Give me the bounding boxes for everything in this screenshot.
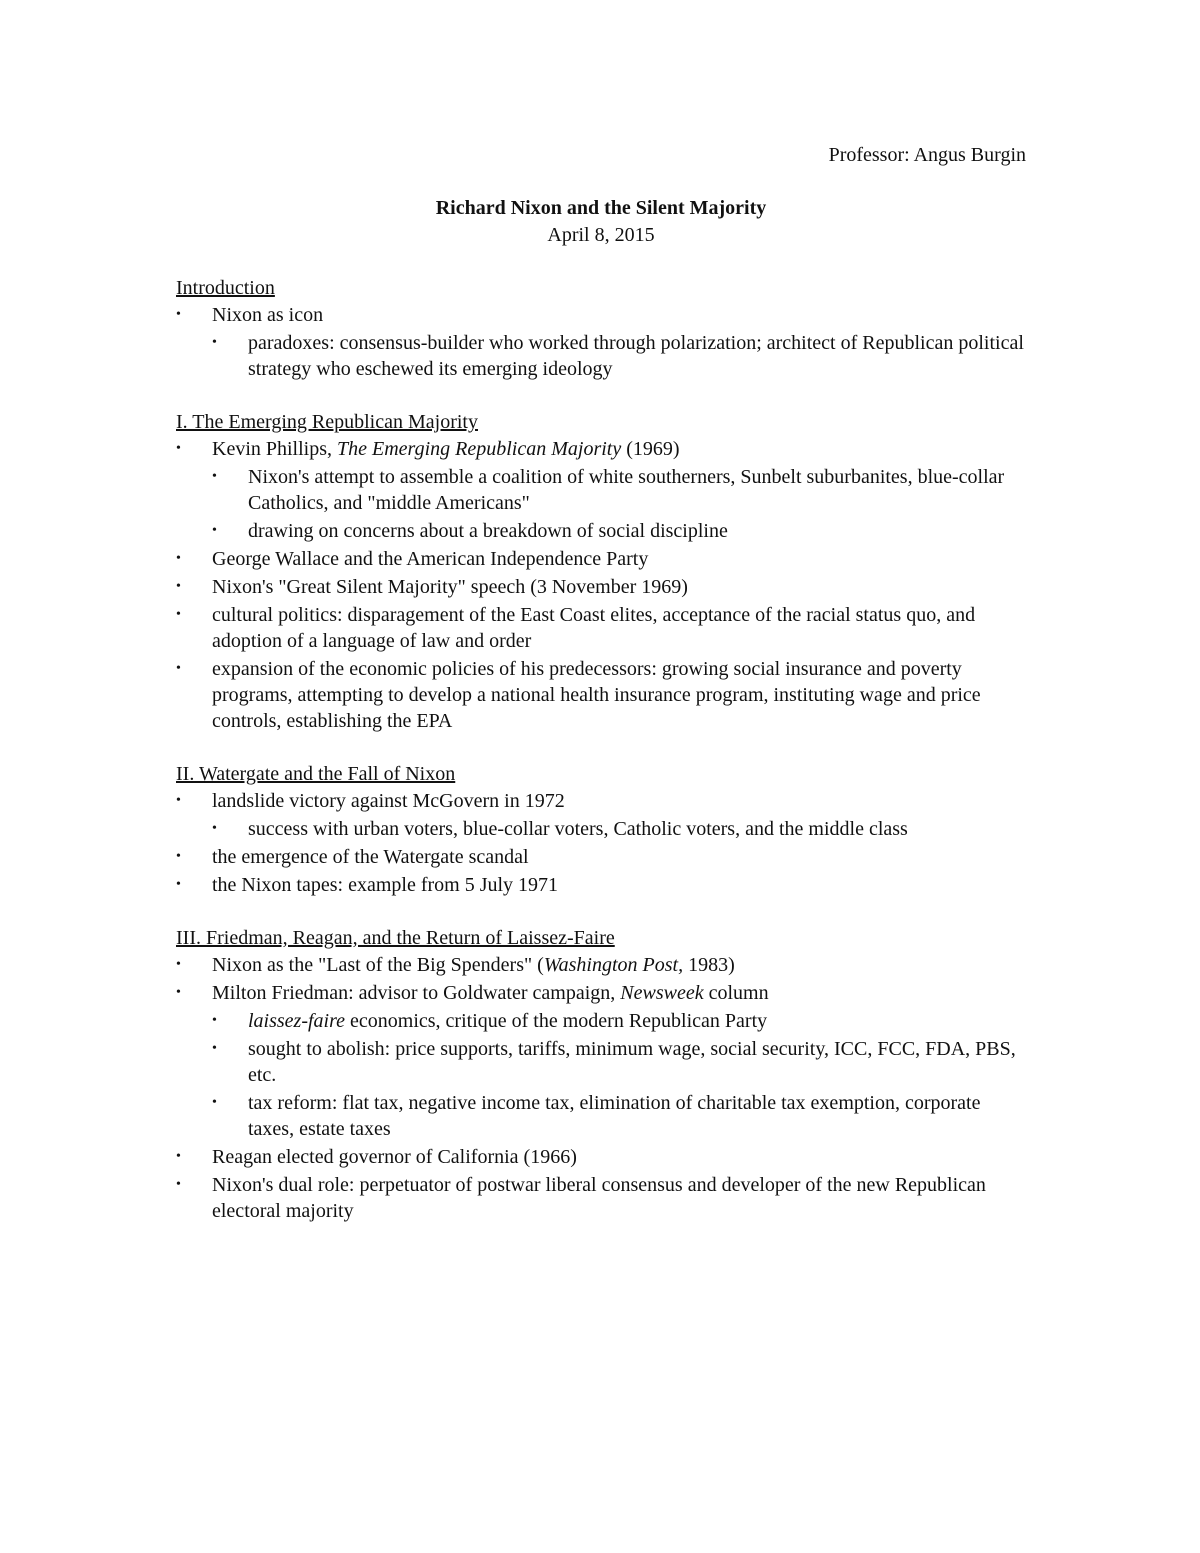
- list-item-text: cultural politics: disparagement of the East Coast elites, acceptance of the racial status quo, and adoption of a language of law and order: [212, 604, 976, 652]
- sub-bullet-list: [212, 816, 1026, 842]
- professor-line: Professor: Angus Burgin: [828, 144, 1026, 166]
- section-heading: II. Watergate and the Fall of Nixon: [176, 763, 456, 785]
- list-item: [176, 788, 1026, 842]
- bullet-icon: •: [212, 469, 217, 484]
- section-watergate: [176, 760, 1026, 898]
- bullet-list: [176, 952, 1026, 1224]
- book-title: The Emerging Republican Majority: [337, 438, 622, 460]
- bullet-icon: •: [176, 441, 181, 456]
- list-item-text: landslide victory against McGovern in 1972: [212, 790, 565, 812]
- bullet-icon: •: [212, 1013, 217, 1028]
- list-item: [176, 872, 1026, 898]
- section-heading: Introduction: [176, 277, 275, 299]
- document-page: [176, 140, 1026, 1226]
- section-introduction: [176, 274, 1026, 382]
- bullet-icon: •: [176, 957, 181, 972]
- sub-list-item: [212, 464, 1026, 516]
- list-item-text: Nixon's "Great Silent Majority" speech (3 November 1969): [212, 576, 688, 598]
- list-item-text: Nixon as the "Last of the Big Spenders" (: [212, 954, 544, 976]
- list-item-text: expansion of the economic policies of his predecessors: growing social insurance and poverty programs, attempting to develop a national health insurance program, instituting wage and price controls, establishing the EPA: [212, 658, 981, 732]
- bullet-list: [176, 788, 1026, 898]
- sub-list-item: [212, 816, 1026, 842]
- sub-bullet-list: [212, 1008, 1026, 1142]
- sub-list-item: [212, 518, 1026, 544]
- publication-title: Newsweek: [620, 982, 704, 1004]
- bullet-icon: •: [176, 849, 181, 864]
- list-item-text: the emergence of the Watergate scandal: [212, 846, 529, 868]
- list-item: [176, 656, 1026, 734]
- bullet-icon: •: [176, 1149, 181, 1164]
- title-block: [176, 194, 1026, 248]
- section-laissez-faire: [176, 924, 1026, 1224]
- list-item-text: drawing on concerns about a breakdown of social discipline: [248, 520, 728, 542]
- list-item-text: (1969): [621, 438, 680, 460]
- list-item: [176, 980, 1026, 1142]
- document-title: Richard Nixon and the Silent Majority: [435, 197, 767, 219]
- italic-term: laissez-faire: [248, 1010, 346, 1032]
- section-emerging-republican-majority: [176, 408, 1026, 734]
- list-item: [176, 1172, 1026, 1224]
- list-item-text: success with urban voters, blue-collar voters, Catholic voters, and the middle class: [248, 818, 908, 840]
- list-item: [176, 302, 1026, 382]
- bullet-icon: •: [176, 877, 181, 892]
- sub-bullet-list: [212, 330, 1026, 382]
- list-item-text: Nixon as icon: [212, 304, 324, 326]
- bullet-icon: •: [176, 551, 181, 566]
- bullet-icon: •: [176, 793, 181, 808]
- list-item-text: tax reform: flat tax, negative income tax, elimination of charitable tax exemption, corporate taxes, estate taxes: [248, 1092, 981, 1140]
- list-item-text: Reagan elected governor of California (1966): [212, 1146, 577, 1168]
- bullet-icon: •: [176, 579, 181, 594]
- sub-list-item: [212, 1008, 1026, 1034]
- bullet-icon: •: [212, 335, 217, 350]
- list-item-text: Kevin Phillips,: [212, 438, 338, 460]
- bullet-icon: •: [176, 307, 181, 322]
- bullet-icon: •: [176, 661, 181, 676]
- list-item-text: Nixon's dual role: perpetuator of postwar liberal consensus and developer of the new Republican electoral majority: [212, 1174, 986, 1222]
- section-heading: I. The Emerging Republican Majority: [176, 411, 478, 433]
- sub-bullet-list: [212, 464, 1026, 544]
- bullet-icon: •: [212, 821, 217, 836]
- bullet-icon: •: [176, 607, 181, 622]
- bullet-icon: •: [212, 523, 217, 538]
- list-item-text: Milton Friedman: advisor to Goldwater campaign,: [212, 982, 621, 1004]
- bullet-icon: •: [212, 1041, 217, 1056]
- publication-title: Washington Post,: [543, 954, 684, 976]
- bullet-icon: •: [176, 1177, 181, 1192]
- document-date: April 8, 2015: [547, 224, 655, 246]
- list-item-text: Nixon's attempt to assemble a coalition of white southerners, Sunbelt suburbanites, blue-collar Catholics, and "middle Americans": [248, 466, 1005, 514]
- bullet-list: [176, 436, 1026, 734]
- sub-list-item: [212, 330, 1026, 382]
- list-item: [176, 1144, 1026, 1170]
- list-item: [176, 844, 1026, 870]
- list-item: [176, 574, 1026, 600]
- list-item-text: economics, critique of the modern Republican Party: [345, 1010, 768, 1032]
- list-item-text: the Nixon tapes: example from 5 July 1971: [212, 874, 559, 896]
- list-item: [176, 952, 1026, 978]
- list-item-text: column: [703, 982, 769, 1004]
- list-item-text: paradoxes: consensus-builder who worked through polarization; architect of Republican political strategy who eschewed its emerging ideology: [248, 332, 1024, 380]
- bullet-icon: •: [176, 985, 181, 1000]
- list-item: [176, 436, 1026, 544]
- sub-list-item: [212, 1090, 1026, 1142]
- bullet-list: [176, 302, 1026, 382]
- sub-list-item: [212, 1036, 1026, 1088]
- list-item: [176, 546, 1026, 572]
- list-item-text: sought to abolish: price supports, tariffs, minimum wage, social security, ICC, FCC, FDA, PBS, etc.: [248, 1038, 1016, 1086]
- list-item-text: 1983): [683, 954, 735, 976]
- section-heading: III. Friedman, Reagan, and the Return of Laissez-Faire: [176, 927, 615, 949]
- list-item: [176, 602, 1026, 654]
- list-item-text: George Wallace and the American Independence Party: [212, 548, 649, 570]
- bullet-icon: •: [212, 1095, 217, 1110]
